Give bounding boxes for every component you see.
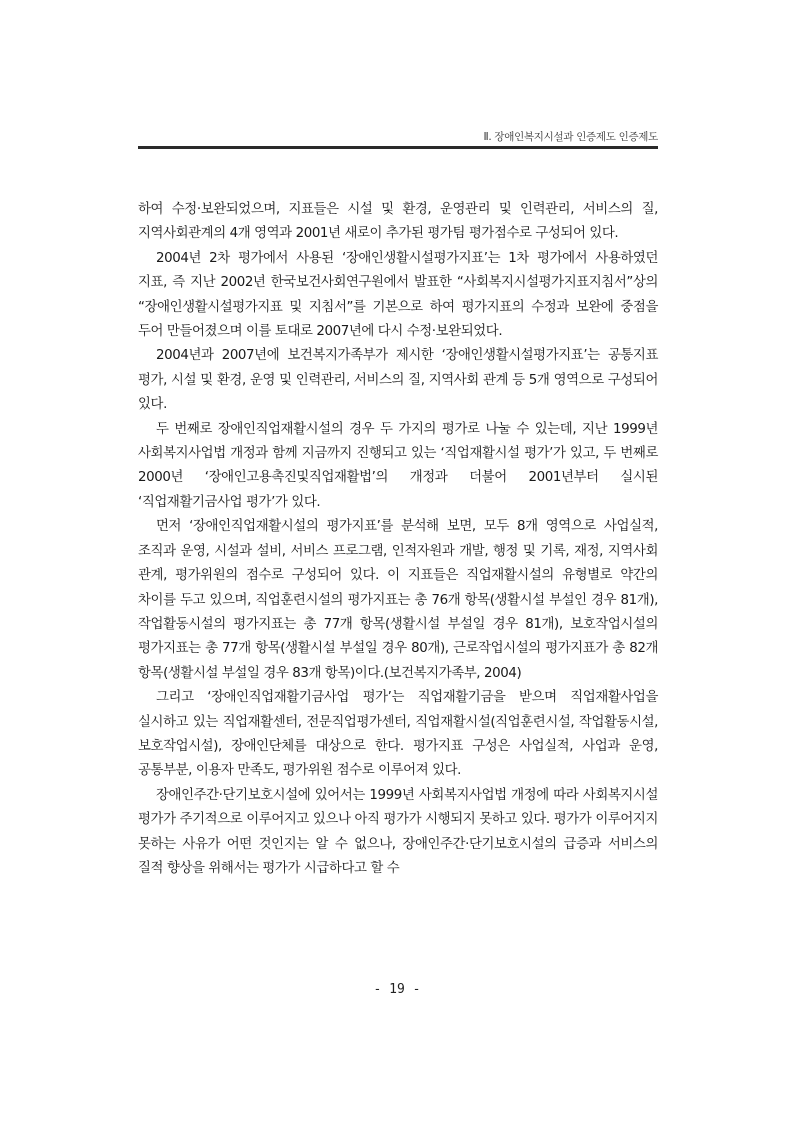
running-header: Ⅱ. 장애인복지시설과 인증제도 인증제도 [483,131,658,143]
header-rule [138,146,658,149]
body-text [138,198,658,881]
page-number: - 19 - [373,982,421,997]
paragraph: 2004년과 2007년에 보건복지가족부가 제시한 ‘장애인생활시설평가지표’는 공통지표 평가, 시설 및 환경, 운영 및 인력관리, 서비스의 질, 지역사회 관계 등 5개 영역으로 구성되어 있다. [138,348,658,413]
paragraph: 2004년 2차 평가에서 사용된 ‘장애인생활시설평가지표’는 1차 평가에서 사용하였던 지표, 즉 지난 2002년 한국보건사회연구원에서 발표한 “사회복지시설평가지표지침서”상의 “장애인생활시설평가지표 및 지침서”를 기본으로 하여 평가지표의 수정과 보완에 중점을 두어 만들어졌으며 이를 토대로 2007년에 다시 수정‧보완되었다. [138,250,658,340]
paragraph: 그리고 ‘장애인직업재활기금사업 평가’는 직업재활기금을 받으며 직업재활사업을 실시하고 있는 직업재활센터, 전문직업평가센터, 직업재활시설(직업훈련시설, 작업활동시설, 보호작업시설), 장애인단체를 대상으로 한다. 평가지표 구성은 사업실적, 사업과 운영, 공통부분, 이용자 만족도, 평가위원 점수로 이루어져 있다. [138,690,658,779]
paragraph: 먼저 ‘장애인직업재활시설의 평가지표’를 분석해 보면, 모두 8개 영역으로 사업실적, 조직과 운영, 시설과 설비, 서비스 프로그램, 인적자원과 개발, 행정 및 기록, 재정, 지역사회 관계, 평가위원의 점수로 구성되어 있다. 이 지표들은 직업재활시설의 유형별로 약간의 차이를 두고 있으며, 직업훈련시설의 평가지표는 총 76개 항목(생활시설 부설인 경우 81개), 작업활동시설의 평가지표는 총 77개 항목(생활시설 부설일 경우 81개), 보호작업시설의 평가지표는 총 77개 항목(생활시설 부설일 경우 80개), 근로작업시설의 평가지표가 총 82개 항목(생활시설 부설일 경우 83개 항목)이다.(보건복지가족부, 2004) [138,519,658,681]
paragraph: 하여 수정‧보완되었으며, 지표들은 시설 및 환경, 운영관리 및 인력관리, 서비스의 질, 지역사회관계의 4개 영역과 2001년 새로이 추가된 평가팀 평가점수로 구성되어 있다. [138,202,658,242]
paragraph: 두 번째로 장애인직업재활시설의 경우 두 가지의 평가로 나눌 수 있는데, 지난 1999년 사회복지사업법 개정과 함께 지금까지 진행되고 있는 ‘직업재활시설 평가’가 있고, 두 번째로 2000년 ‘장애인고용촉진및직업재활법’의 개정과 더불어 2001년부터 실시된 ‘직업재활기금사업 평가’가 있다. [138,421,658,510]
paragraph: 장애인주간‧단기보호시설에 있어서는 1999년 사회복지사업법 개정에 따라 사회복지시설 평가가 주기적으로 이루어지고 있으나 아직 평가가 시행되지 못하고 있다. 평가가 이루어지지 못하는 사유가 어떤 것인지는 알 수 없으나, 장애인주간‧단기보호시설의 급증과 서비스의 질적 향상을 위해서는 평가가 시급하다고 할 수 [138,787,658,876]
